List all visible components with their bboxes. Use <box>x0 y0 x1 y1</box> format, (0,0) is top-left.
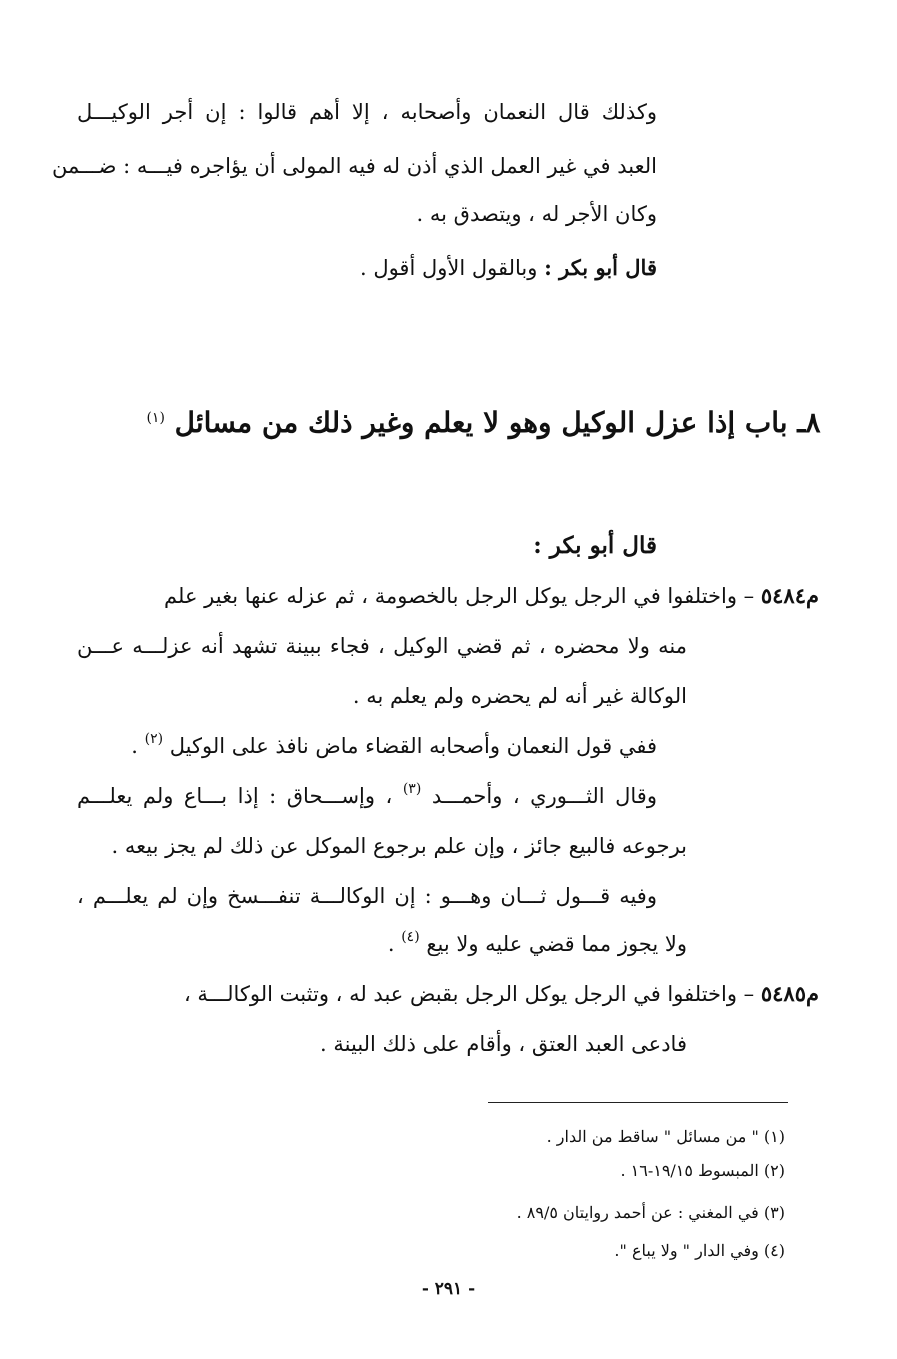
footnote-marker-2: (٢) <box>144 731 164 747</box>
footnote-3-text: في المغني : عن أحمد روايتان ٨٩/٥ . <box>516 1203 759 1222</box>
footnote-1 <box>547 1124 785 1150</box>
section-heading <box>0 400 897 446</box>
issue-1-text-1: – واختلفوا في الرجل يوكل الرجل بالخصومة ، ثم عزله عنها بغير علم <box>164 584 755 608</box>
issue-1-p3-part-a: وقال الثـــوري ، وأحمـــد <box>431 784 657 808</box>
issue-1-paragraph-2 <box>131 730 657 762</box>
heading-footnote-marker: (١) <box>146 410 165 426</box>
footnote-marker-4: (٤) <box>401 929 420 945</box>
top-paragraph-line-1: وكذلك قال النعمان وأصحابه ، إلا أهم قالوا : إن أجر الوكيـــل <box>77 100 657 124</box>
footnote-marker-3: (٣) <box>402 781 422 797</box>
closing-remark <box>360 252 657 284</box>
issue-2-line-1 <box>79 978 819 1010</box>
footnote-3-number: (٣) <box>763 1203 785 1222</box>
top-paragraph-line-2: العبد في غير العمل الذي أذن له فيه المولى أن يؤاجره فيـــه : ضـــمن <box>51 154 657 178</box>
top-paragraph-line-3: وكان الأجر له ، ويتصدق به . <box>416 202 657 226</box>
closing-text: وبالقول الأول أقول . <box>359 256 538 280</box>
closing-label: قال أبو بكر : <box>544 255 657 280</box>
footnote-4-number: (٤) <box>763 1241 785 1260</box>
page-number: - ٢٩١ - <box>421 1279 476 1299</box>
issue-2-text-1: – واختلفوا في الرجل يوكل الرجل بقبض عبد له ، وتثبت الوكالـــة ، <box>183 982 755 1006</box>
issue-1-paragraph-4-line-2 <box>388 928 687 960</box>
issue-1-paragraph-4-line-1: وفيه قـــول ثـــان وهـــو : إن الوكالـــة تنفـــسخ وإن لم يعلـــم ، <box>77 884 657 908</box>
issue-1-line-2: منه ولا محضره ، ثم قضي الوكيل ، فجاء ببينة تشهد أنه عزلـــه عـــن <box>77 634 687 658</box>
footnote-4 <box>614 1238 785 1264</box>
footnote-2 <box>620 1158 785 1184</box>
footnote-3 <box>517 1200 785 1226</box>
issue-1-line-3: الوكالة غير أنه لم يحضره ولم يعلم به . <box>352 684 687 708</box>
issue-1-paragraph-3-line-2: برجوعه فالبيع جائز ، وإن علم برجوع الموكل عن ذلك لم يجز بيعه . <box>111 834 687 858</box>
footnote-1-number: (١) <box>763 1127 785 1146</box>
footnote-divider <box>488 1102 788 1103</box>
issue-1-number: م٥٤٨٤ <box>760 583 819 608</box>
issue-1-line-1 <box>79 580 819 612</box>
section-heading-text: ٨ـ باب إذا عزل الوكيل وهو لا يعلم وغير ذلك من مسائل <box>174 406 821 439</box>
footnote-1-text: " من مسائل " ساقط من الدار . <box>546 1127 759 1146</box>
issue-1-paragraph-3-line-1 <box>77 780 657 812</box>
footnote-2-number: (٢) <box>763 1161 785 1180</box>
issue-1-p2-text: ففي قول النعمان وأصحابه القضاء ماض نافذ على الوكيل <box>169 734 657 758</box>
issue-2-line-2: فادعى العبد العتق ، وأقام على ذلك البينة . <box>320 1032 687 1056</box>
intro-label: قال أبو بكر : <box>533 532 657 559</box>
issue-1-p3-part-b: ، وإســـحاق : إذا بـــاع ولم يعلـــم <box>77 784 393 808</box>
issue-2-number: م٥٤٨٥ <box>760 981 819 1006</box>
footnote-4-text: وفي الدار " ولا يباع ". <box>614 1241 759 1260</box>
issue-1-p4-text: ولا يجوز مما قضي عليه ولا بيع <box>426 932 687 956</box>
issue-1-p4-end: . <box>387 932 395 956</box>
footnote-2-text: المبسوط ١٩/١٥-١٦ . <box>620 1161 759 1180</box>
issue-1-p2-end: . <box>131 734 138 758</box>
